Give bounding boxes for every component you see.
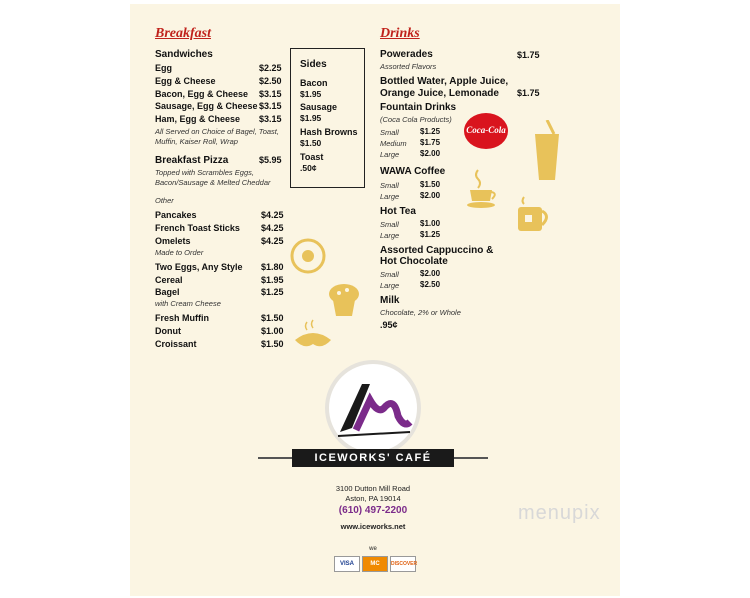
size-label: Small	[380, 181, 399, 190]
menu-item-price: $1.00	[261, 326, 284, 336]
menu-item-price: $2.50	[259, 76, 282, 86]
side-name: Sausage	[300, 102, 338, 112]
side-price: .50¢	[300, 163, 317, 173]
pizza-note: Topped with Scrambles Eggs,	[155, 168, 254, 177]
brand-name: ICEWORKS' CAFÉ	[314, 452, 432, 464]
menu-item-name: Hot Tea	[380, 206, 416, 217]
side-name: Bacon	[300, 78, 328, 88]
menu-item-name: Ham, Egg & Cheese	[155, 114, 241, 124]
fried-egg-icon	[290, 238, 326, 279]
size-price: $2.00	[420, 191, 441, 200]
sides-box	[290, 48, 365, 188]
menu-item-name: Fresh Muffin	[155, 313, 209, 323]
drink-note: Assorted Flavors	[380, 62, 437, 71]
side-price: $1.95	[300, 89, 322, 99]
size-price: $2.00	[420, 149, 441, 158]
size-label: Large	[380, 150, 400, 159]
bagel-note: with Cream Cheese	[155, 299, 221, 308]
menu-item-name: Milk	[380, 295, 400, 306]
menu-item-name: Cereal	[155, 275, 183, 285]
website: www.iceworks.net	[340, 522, 406, 531]
size-label: Large	[380, 192, 400, 201]
size-price: $2.50	[420, 280, 441, 289]
menu-item-name: Omelets	[155, 236, 191, 246]
drink-note: Chocolate, 2% or Whole	[380, 308, 461, 317]
menu-item-name: Bagel	[155, 287, 180, 297]
address-line: 3100 Dutton Mill Road	[335, 484, 411, 493]
accept-label: we	[369, 546, 377, 552]
menu-item-name: Assorted Cappuccino &	[380, 245, 494, 256]
menu-item-price: $1.50	[261, 339, 284, 349]
menu-item-name: Donut	[155, 326, 181, 336]
menu-item-name: Sausage, Egg & Cheese	[155, 101, 258, 111]
size-price: $1.00	[420, 219, 441, 228]
menu-item-price: $4.25	[261, 223, 284, 233]
menu-item-price: $3.15	[259, 89, 282, 99]
menu-item-name: Bottled Water, Apple Juice,	[380, 76, 509, 87]
menu-item-price: $3.15	[259, 114, 282, 124]
tea-mug-icon	[516, 195, 552, 240]
size-price: $1.25	[420, 230, 441, 239]
other-label: Other	[155, 196, 174, 205]
menu-item-price: $3.15	[259, 101, 282, 111]
phone-number: (610) 497-2200	[338, 505, 408, 516]
menu-item-price: $4.25	[261, 236, 284, 246]
coca-cola-logo-icon	[463, 112, 509, 155]
size-label: Large	[380, 231, 400, 240]
iceworks-logo	[312, 360, 434, 461]
side-price: $1.50	[300, 138, 322, 148]
menu-item-name: Egg & Cheese	[155, 76, 216, 86]
discover-card-icon: DISCOVER	[390, 556, 416, 572]
menu-item-price: $4.25	[261, 210, 284, 220]
size-label: Large	[380, 281, 400, 290]
size-price: $1.75	[420, 138, 441, 147]
side-name: Toast	[300, 152, 324, 162]
breakfast-title: Breakfast	[155, 26, 211, 41]
address-line: Aston, PA 19014	[345, 494, 401, 503]
size-price: $1.50	[420, 180, 441, 189]
menu-item-price: $1.25	[261, 287, 284, 297]
menu-item-price: $2.25	[259, 63, 282, 73]
coffee-cup-icon	[466, 168, 500, 215]
menu-item-name: Powerades	[380, 49, 433, 60]
menu-item-name: Two Eggs, Any Style	[155, 262, 243, 272]
size-label: Small	[380, 128, 399, 137]
menu-item-name: Orange Juice, Lemonade	[380, 88, 499, 99]
side-name: Hash Browns	[300, 127, 358, 137]
menu-item-price: .95¢	[380, 320, 398, 330]
sides-title: Sides	[300, 59, 327, 70]
drinks-title: Drinks	[380, 26, 420, 41]
menupix-watermark: menupix	[518, 502, 601, 524]
menu-item-price: $1.95	[261, 275, 284, 285]
drink-note: (Coca Cola Products)	[380, 115, 452, 124]
size-label: Small	[380, 270, 399, 279]
muffin-icon	[327, 282, 361, 323]
menu-item-price: $1.50	[261, 313, 284, 323]
menu-item-price: $1.75	[517, 50, 540, 60]
menu-item-price: $1.75	[517, 88, 540, 98]
sandwich-note: All Served on Choice of Bagel, Toast,	[155, 127, 279, 136]
visa-card-icon: VISA	[334, 556, 360, 572]
menu-item-name: Hot Chocolate	[380, 256, 448, 267]
menu-item-name: Bacon, Egg & Cheese	[155, 89, 249, 99]
omelets-note: Made to Order	[155, 248, 204, 257]
soda-cup-icon	[532, 120, 562, 187]
sandwich-note: Muffin, Kaiser Roll, Wrap	[155, 137, 238, 146]
croissant-icon	[292, 318, 334, 357]
menu-item-price: $1.80	[261, 262, 284, 272]
mastercard-card-icon: MC	[362, 556, 388, 572]
menu-item-name: Fountain Drinks	[380, 102, 457, 113]
menu-item-name: Croissant	[155, 339, 197, 349]
side-price: $1.95	[300, 113, 322, 123]
menu-item-name: French Toast Sticks	[155, 223, 240, 233]
pizza-note: Bacon/Sausage & Melted Cheddar	[155, 178, 271, 187]
size-price: $2.00	[420, 269, 441, 278]
size-label: Medium	[380, 139, 407, 148]
size-label: Small	[380, 220, 399, 229]
menu-item-name: Breakfast Pizza	[155, 155, 229, 166]
size-price: $1.25	[420, 127, 441, 136]
menu-item-name: Pancakes	[155, 210, 197, 220]
menu-item-name: WAWA Coffee	[380, 166, 446, 177]
menu-item-name: Egg	[155, 63, 172, 73]
menu-item-price: $5.95	[259, 155, 282, 165]
sandwiches-heading: Sandwiches	[155, 49, 213, 60]
coca-cola-text: Coca-Cola	[466, 125, 506, 135]
